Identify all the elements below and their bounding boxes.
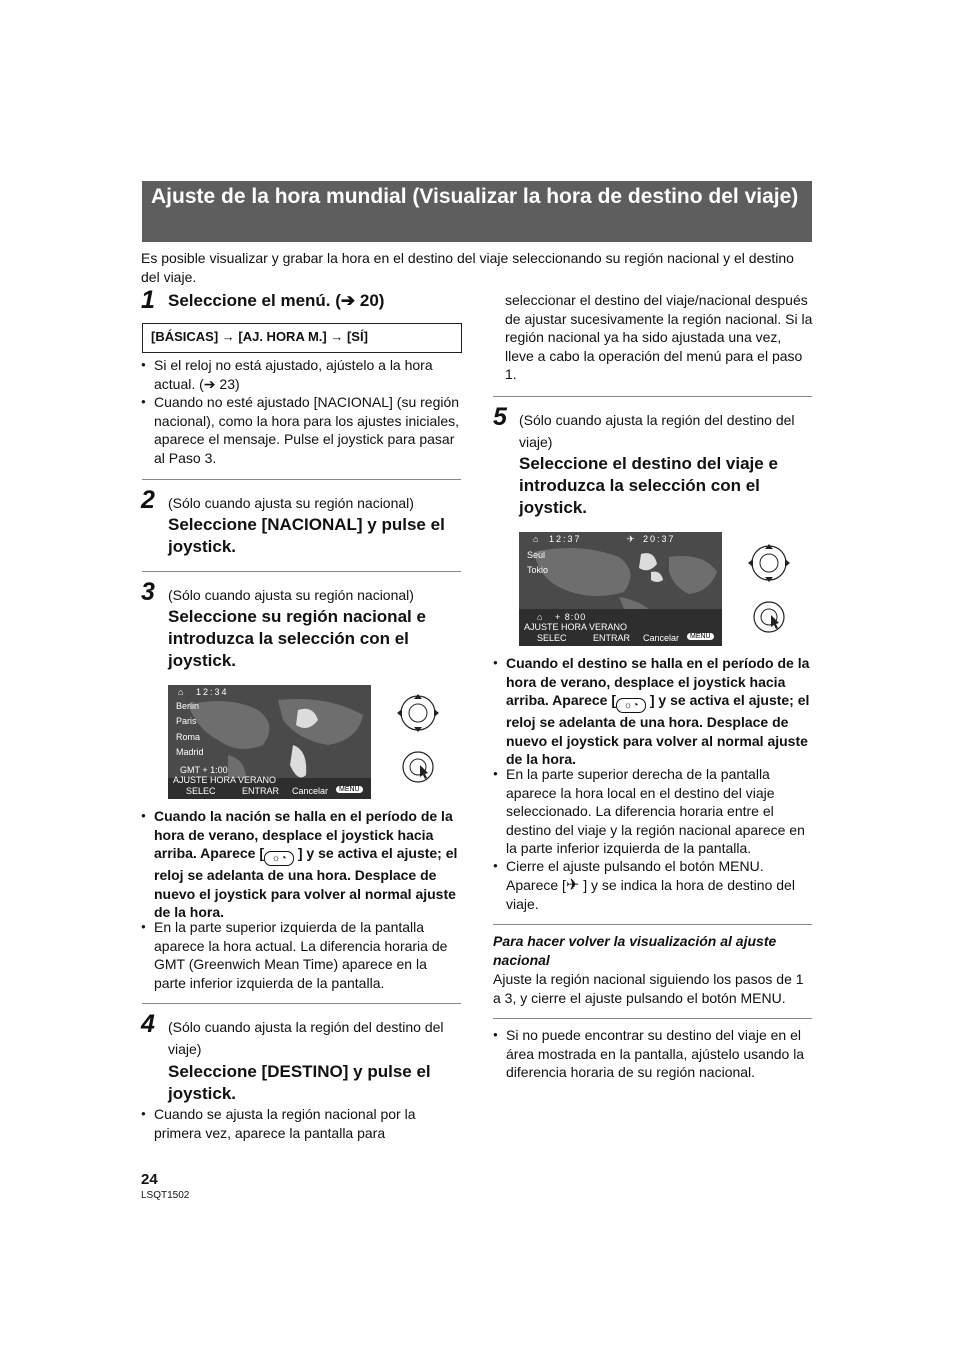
gmt-offset: GMT + 1:00: [180, 765, 228, 775]
step-1-heading: Seleccione el menú. (➔ 20): [168, 291, 385, 310]
enter-label: ENTRAR: [593, 633, 631, 643]
menu-path-box: [BÁSICAS] → [AJ. HORA M.] → [SÍ]: [142, 323, 462, 353]
step-3-heading: Seleccione su región nacional e introduzca la selección con el joystick.: [168, 607, 426, 670]
home-region-screen: [168, 685, 371, 799]
city-item: Paris: [176, 716, 197, 726]
divider: [493, 1018, 812, 1019]
divider: [493, 396, 812, 397]
home-icon: ⌂: [178, 687, 184, 697]
home-time: 12:37: [549, 534, 582, 544]
step-1-number: 1: [141, 286, 155, 314]
step-3-number: 3: [141, 578, 155, 606]
return-heading: Para hacer volver la visualización al ajuste nacional: [493, 933, 777, 968]
step-2-note: (Sólo cuando ajusta su región nacional): [168, 495, 414, 511]
page-number: 24: [141, 1171, 158, 1188]
return-text: Ajuste la región nacional siguiendo los pasos de 1 a 3, y cierre el ajuste pulsando el botón MENU.: [493, 971, 804, 1006]
airplane-icon: ✈: [627, 534, 635, 544]
home-icon: ⌂: [533, 534, 539, 544]
final-note: ● Si no puede encontrar su destino del viaje en el área mostrada en la pantalla, ajústelo usando la diferencia horaria de su región nacional.: [493, 1026, 813, 1082]
cancel-label: Cancelar: [292, 786, 329, 796]
city-item: Tokio: [527, 565, 549, 575]
joystick-diagram: [394, 693, 444, 783]
step-4-continuation: seleccionar el destino del viaje/nacional después de ajustar sucesivamente la región nacional. Si la región nacional ya ha sido ajustada una vez, lleve a cabo la operación del menú para el paso 1.: [505, 292, 813, 382]
enter-label: ENTRAR: [242, 786, 280, 796]
step-4-note: (Sólo cuando ajusta la región del destino del viaje): [168, 1019, 444, 1057]
divider: [493, 924, 812, 925]
city-item: Berlin: [176, 701, 200, 711]
select-label: SELEC: [186, 786, 216, 796]
joystick-diagram: [745, 543, 795, 633]
divider: [142, 571, 461, 572]
city-item: Roma: [176, 732, 201, 742]
select-label: SELEC: [537, 633, 567, 643]
step-5-bullet-2: ● En la parte superior derecha de la pantalla aparece la hora local en el destino del viaje seleccionado. La diferencia horaria entre el destino del viaje y la región nacional aparece en la parte inferior izquierda de la pantalla.: [493, 765, 813, 858]
divider: [142, 1003, 461, 1004]
step-5-number: 5: [493, 403, 507, 431]
menu-badge: MENU: [336, 786, 363, 793]
summer-time-label: AJUSTE HORA VERANO: [524, 622, 628, 632]
document-code: LSQT1502: [141, 1190, 190, 1201]
step-4-heading: Seleccione [DESTINO] y pulse el joystick.: [168, 1062, 431, 1103]
step-1-bullet-2: ● Cuando no esté ajustado [NACIONAL] (su región nacional), como la hora para los ajustes iniciales, aparece el mensaje. Pulse el joystick para pasar al Paso 3.: [141, 393, 461, 467]
current-time: 12:34: [196, 687, 229, 697]
menu-badge: MENU: [687, 633, 714, 640]
cancel-label: Cancelar: [643, 633, 680, 643]
time-difference: + 8:00: [555, 612, 587, 622]
step-2-heading: Seleccione [NACIONAL] y pulse el joystick.: [168, 515, 445, 556]
step-2-number: 2: [141, 486, 155, 514]
divider: [142, 479, 461, 480]
step-5-note: (Sólo cuando ajusta la región del destino del viaje): [519, 412, 795, 450]
step-4-bullet-1: ● Cuando se ajusta la región nacional por la primera vez, aparece la pantalla para: [141, 1105, 461, 1142]
step-5-heading: Seleccione el destino del viaje e introduzca la selección con el joystick.: [519, 454, 778, 517]
step-3-bullet-2: ● En la parte superior izquierda de la pantalla aparece la hora actual. La diferencia horaria de GMT (Greenwich Mean Time) aparece en la parte inferior izquierda de la pantalla.: [141, 918, 461, 992]
step-1-bullet-1: ● Si el reloj no está ajustado, ajústelo a la hora actual. (➔ 23): [141, 356, 461, 393]
step-5-bullet-3: ● Cierre el ajuste pulsando el botón MENU. Aparece [✈ ] y se indica la hora de destino del viaje.: [493, 857, 813, 914]
destination-time: 20:37: [643, 534, 676, 544]
home-icon: ⌂: [537, 612, 543, 622]
summer-time-label: AJUSTE HORA VERANO: [173, 775, 277, 785]
step-3-note: (Sólo cuando ajusta su región nacional): [168, 587, 414, 603]
intro-text: Es posible visualizar y grabar la hora en el destino del viaje seleccionando su región nacional y el destino del viaje.: [141, 250, 794, 285]
airplane-icon: ✈: [565, 876, 580, 894]
step-3-bullet-1: ● Cuando la nación se halla en el período de la hora de verano, desplace el joystick hacia arriba. Aparece [ ☼◔ ] y se activa el ajuste; el reloj se adelanta de una hora. Desplace de nuevo el joystick para volver al normal ajuste de la hora.: [141, 807, 461, 922]
destination-screen: [519, 532, 722, 646]
city-item: Madrid: [176, 747, 204, 757]
step-4-number: 4: [141, 1010, 155, 1038]
page-title: Ajuste de la hora mundial (Visualizar la hora de destino del viaje): [142, 181, 812, 242]
city-item: Seúl: [527, 550, 546, 560]
summer-time-icon: ☼◔: [616, 698, 646, 713]
summer-time-icon: ☼◔: [264, 851, 294, 866]
step-5-bullet-1: ● Cuando el destino se halla en el período de la hora de verano, desplace el joystick hacia arriba. Aparece [ ☼◔ ] y se activa el ajuste; el reloj se adelanta de una hora. Desplace de nuevo el joystick para volver al normal ajuste de la hora.: [493, 654, 813, 769]
